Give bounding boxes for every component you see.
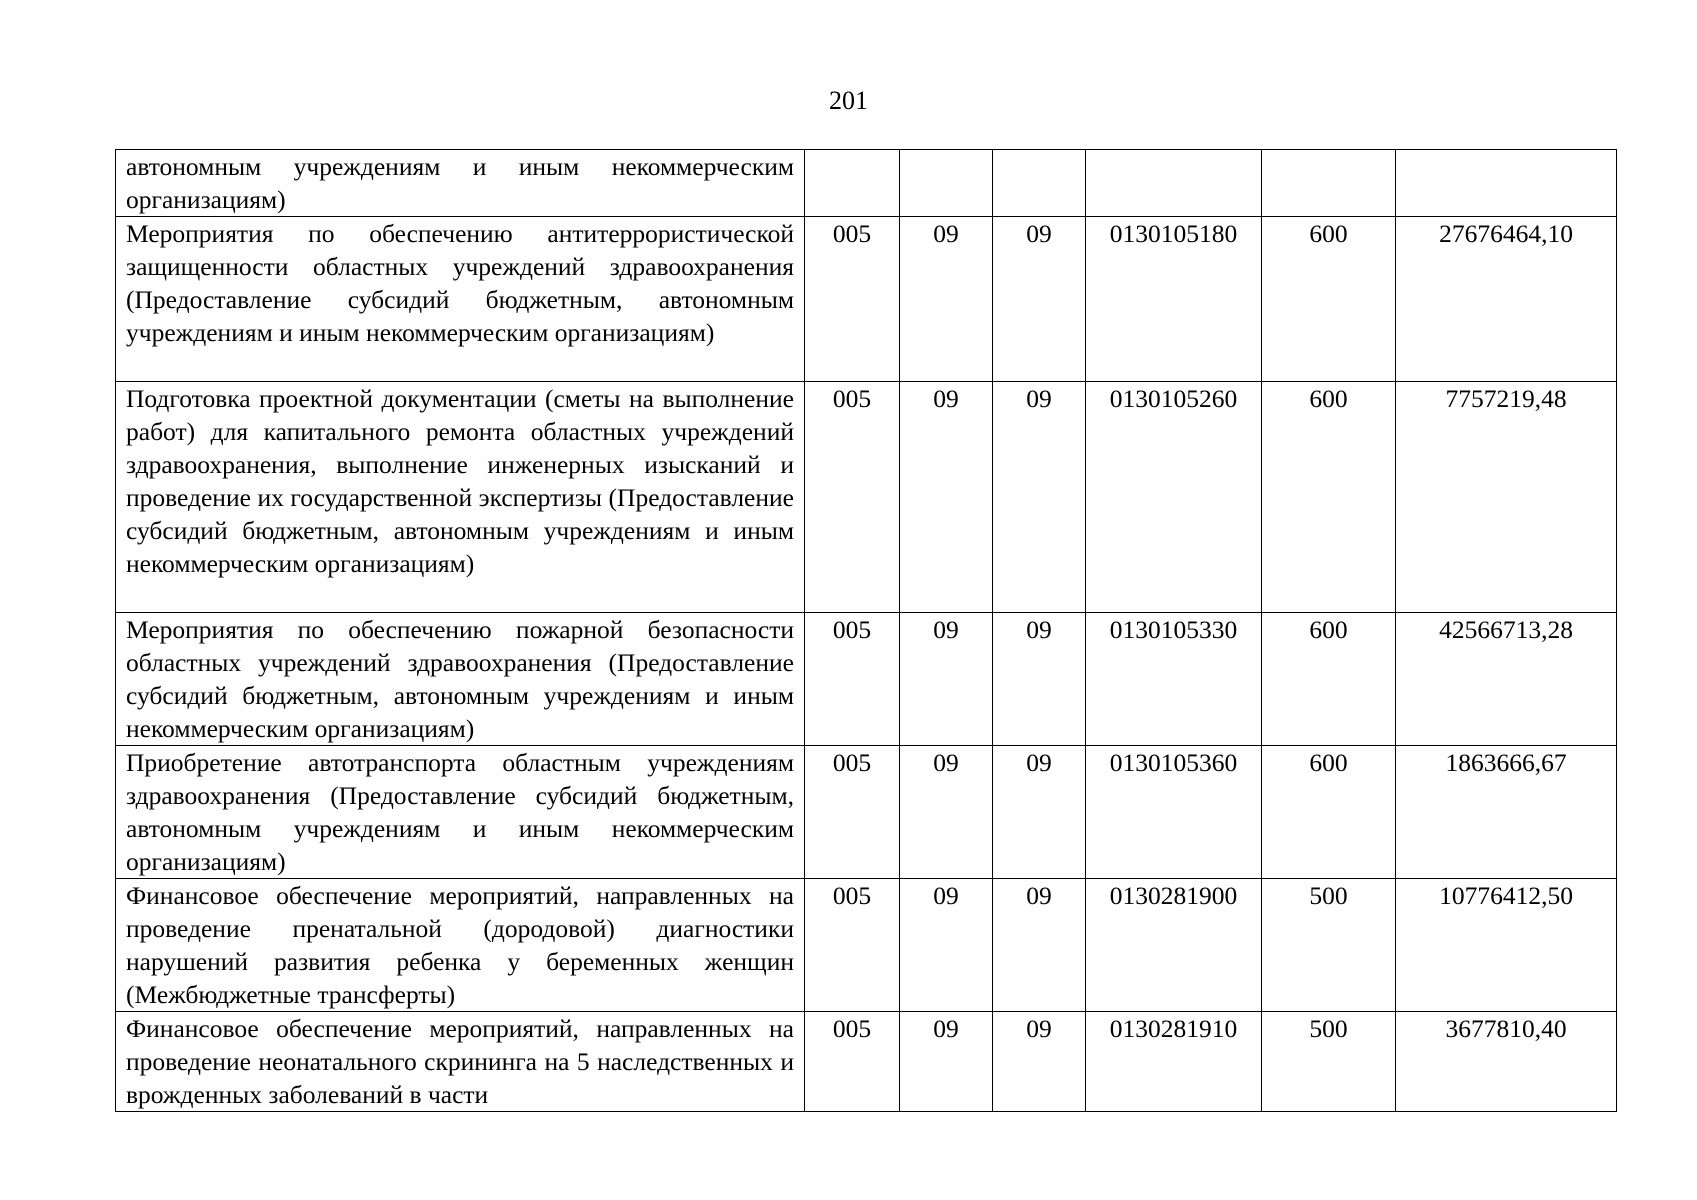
expense-name-cell: Приобретение автотранспорта областным учреждениям здравоохранения (Предоставление субсидий бюджетным, автономным учреждениям и иным некоммерческим организациям) xyxy=(116,746,805,879)
expense-kind-cell: 600 xyxy=(1262,746,1396,879)
amount-cell xyxy=(1396,150,1617,217)
table-row xyxy=(116,613,1617,746)
target-article-cell: 0130105180 xyxy=(1086,217,1262,382)
expense-kind-cell: 500 xyxy=(1262,879,1396,1012)
section-code-cell: 09 xyxy=(900,382,993,613)
amount-cell: 42566713,28 xyxy=(1396,613,1617,746)
target-article-cell: 0130105330 xyxy=(1086,613,1262,746)
expense-name-cell: Финансовое обеспечение мероприятий, направленных на проведение пренатальной (дородовой) диагностики нарушений развития ребенка у беременных женщин (Межбюджетные трансферты) xyxy=(116,879,805,1012)
section-code-cell: 09 xyxy=(900,613,993,746)
page-number: 201 xyxy=(829,86,868,115)
amount-cell: 7757219,48 xyxy=(1396,382,1617,613)
expense-name-cell: Подготовка проектной документации (сметы на выполнение работ) для капитального ремонта областных учреждений здравоохранения, выполнение инженерных изысканий и проведение их государственной экспертизы (Предоставление субсидий бюджетным, автономным учреждениям и иным некоммерческим организациям) xyxy=(116,382,805,613)
expense-kind-cell: 600 xyxy=(1262,613,1396,746)
subsection-code-cell: 09 xyxy=(993,879,1086,1012)
table-row xyxy=(116,382,1617,613)
expense-kind-cell xyxy=(1262,150,1396,217)
table-row xyxy=(116,150,1617,217)
ministry-code-cell: 005 xyxy=(805,1012,900,1112)
expense-name-cell: Финансовое обеспечение мероприятий, направленных на проведение неонатального скрининга на 5 наследственных и врожденных заболеваний в части xyxy=(116,1012,805,1112)
budget-table xyxy=(115,149,1617,1112)
section-code-cell: 09 xyxy=(900,746,993,879)
amount-cell: 27676464,10 xyxy=(1396,217,1617,382)
section-code-cell: 09 xyxy=(900,1012,993,1112)
table-row xyxy=(116,1012,1617,1112)
expense-kind-cell: 500 xyxy=(1262,1012,1396,1112)
section-code-cell xyxy=(900,150,993,217)
subsection-code-cell xyxy=(993,150,1086,217)
expense-name-cell: Мероприятия по обеспечению пожарной безопасности областных учреждений здравоохранения (Предоставление субсидий бюджетным, автономным учреждениям и иным некоммерческим организациям) xyxy=(116,613,805,746)
section-code-cell: 09 xyxy=(900,217,993,382)
target-article-cell: 0130105260 xyxy=(1086,382,1262,613)
table-row xyxy=(116,879,1617,1012)
ministry-code-cell: 005 xyxy=(805,746,900,879)
amount-cell: 1863666,67 xyxy=(1396,746,1617,879)
amount-cell: 3677810,40 xyxy=(1396,1012,1617,1112)
subsection-code-cell: 09 xyxy=(993,746,1086,879)
ministry-code-cell xyxy=(805,150,900,217)
subsection-code-cell: 09 xyxy=(993,382,1086,613)
ministry-code-cell: 005 xyxy=(805,613,900,746)
ministry-code-cell: 005 xyxy=(805,382,900,613)
target-article-cell xyxy=(1086,150,1262,217)
subsection-code-cell: 09 xyxy=(993,1012,1086,1112)
target-article-cell: 0130281910 xyxy=(1086,1012,1262,1112)
subsection-code-cell: 09 xyxy=(993,613,1086,746)
amount-cell: 10776412,50 xyxy=(1396,879,1617,1012)
expense-kind-cell: 600 xyxy=(1262,217,1396,382)
target-article-cell: 0130105360 xyxy=(1086,746,1262,879)
table-row xyxy=(116,746,1617,879)
expense-name-cell: автономным учреждениям и иным некоммерческим организациям) xyxy=(116,150,805,217)
expense-name-cell: Мероприятия по обеспечению антитеррористической защищенности областных учреждений здравоохранения (Предоставление субсидий бюджетным, автономным учреждениям и иным некоммерческим организациям) xyxy=(116,217,805,382)
ministry-code-cell: 005 xyxy=(805,217,900,382)
subsection-code-cell: 09 xyxy=(993,217,1086,382)
ministry-code-cell: 005 xyxy=(805,879,900,1012)
target-article-cell: 0130281900 xyxy=(1086,879,1262,1012)
table-row xyxy=(116,217,1617,382)
section-code-cell: 09 xyxy=(900,879,993,1012)
expense-kind-cell: 600 xyxy=(1262,382,1396,613)
